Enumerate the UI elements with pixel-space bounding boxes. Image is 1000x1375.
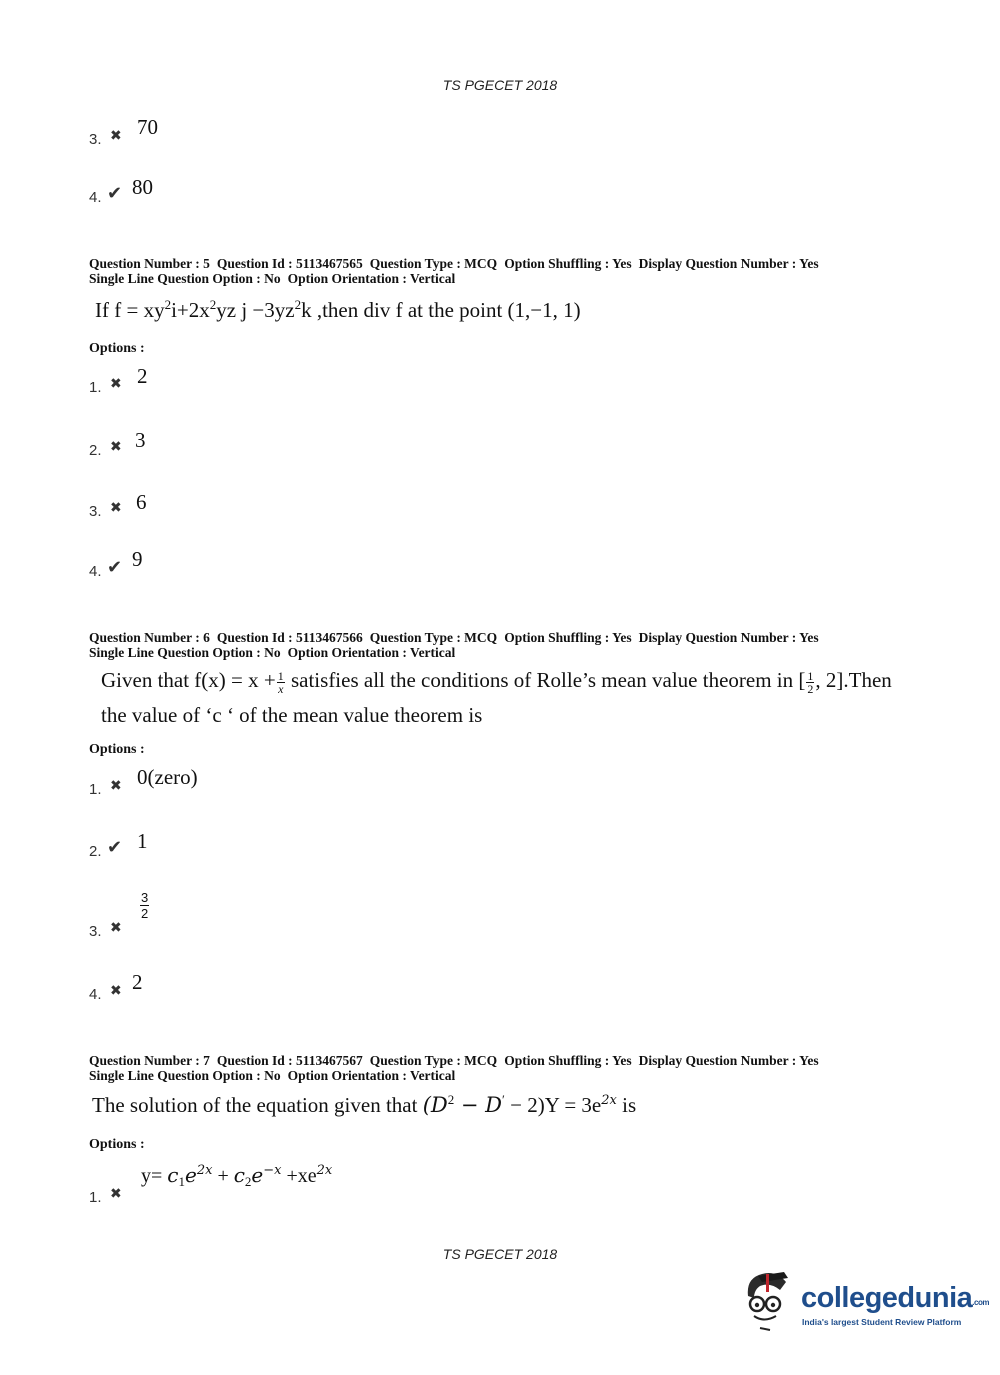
brand-name: collegedunia.com: [801, 1282, 989, 1314]
option-number: 1.: [89, 379, 102, 396]
question-meta: Question Number : 6 Question Id : 5113467566 Question Type : MCQ Option Shuffling : Yes Display Question Number : Yes Single Line Question Option : No Option Orientation : Vertical: [89, 630, 819, 660]
wrong-mark-icon: ✖: [110, 376, 122, 392]
option-value: 3: [135, 428, 146, 452]
option-number: 2.: [89, 843, 102, 860]
brand-tagline: India's largest Student Review Platform: [802, 1317, 962, 1327]
wrong-mark-icon: ✖: [110, 439, 122, 455]
option-number: 4.: [89, 189, 102, 206]
question-text: If $f = xy^2i+2x^2yz$ $j -3yz^2k$ ,then div f at the point (1,−1, 1): [95, 297, 581, 322]
option-value: 2: [132, 970, 143, 994]
option-value: 70: [137, 115, 158, 139]
wrong-mark-icon: ✖: [110, 128, 122, 144]
correct-check-icon: ✔: [107, 837, 123, 858]
wrong-mark-icon: ✖: [110, 778, 122, 794]
question-text: The solution of the equation given that $(D^2 - D' - 2)Y = 3e^{2x}$ is: [92, 1092, 637, 1117]
option-number: 1.: [89, 1189, 102, 1206]
page-footer: TS PGECET 2018: [442, 1246, 558, 1262]
option-value: 80: [132, 175, 153, 199]
wrong-mark-icon: ✖: [110, 1186, 122, 1202]
question-text: Given that f(x) = x + $\frac{1}{x}$ satisfies all the conditions of Rolle’s mean value theorem in [ $\frac{1}{2}$ , 2].Then: [101, 668, 892, 696]
options-label: Options :: [89, 742, 145, 757]
option-number: 1.: [89, 781, 102, 798]
option-value: 0(zero): [137, 765, 198, 789]
question-text-line2: the value of ‘c ‘ of the mean value theorem is: [101, 703, 483, 727]
option-number: 4.: [89, 986, 102, 1003]
option-value: 1: [137, 829, 148, 853]
option-number: 2.: [89, 442, 102, 459]
correct-check-icon: ✔: [107, 557, 123, 578]
brand-mascot-icon: [740, 1268, 796, 1332]
question-meta: Question Number : 7 Question Id : 5113467567 Question Type : MCQ Option Shuffling : Yes Display Question Number : Yes Single Line Question Option : No Option Orientation : Vertical: [89, 1053, 819, 1083]
option-value: 2: [137, 364, 148, 388]
option-value: 6: [136, 490, 147, 514]
option-value: 9: [132, 547, 143, 571]
wrong-mark-icon: ✖: [110, 920, 122, 936]
page-header: TS PGECET 2018: [442, 77, 558, 93]
wrong-mark-icon: ✖: [110, 500, 122, 516]
option-fraction: 3 2: [141, 890, 149, 921]
option-number: 4.: [89, 563, 102, 580]
option-number: 3.: [89, 131, 102, 148]
options-label: Options :: [89, 1137, 145, 1152]
correct-check-icon: ✔: [107, 183, 123, 204]
question-meta: Question Number : 5 Question Id : 5113467565 Question Type : MCQ Option Shuffling : Yes Display Question Number : Yes Single Line Question Option : No Option Orientation : Vertical: [89, 256, 819, 286]
wrong-mark-icon: ✖: [110, 983, 122, 999]
option-number: 3.: [89, 503, 102, 520]
options-label: Options :: [89, 341, 145, 356]
option-value: $y= c_1e^{2x} + c_2e^{-x} +xe^{2x}$: [141, 1163, 333, 1189]
option-number: 3.: [89, 923, 102, 940]
